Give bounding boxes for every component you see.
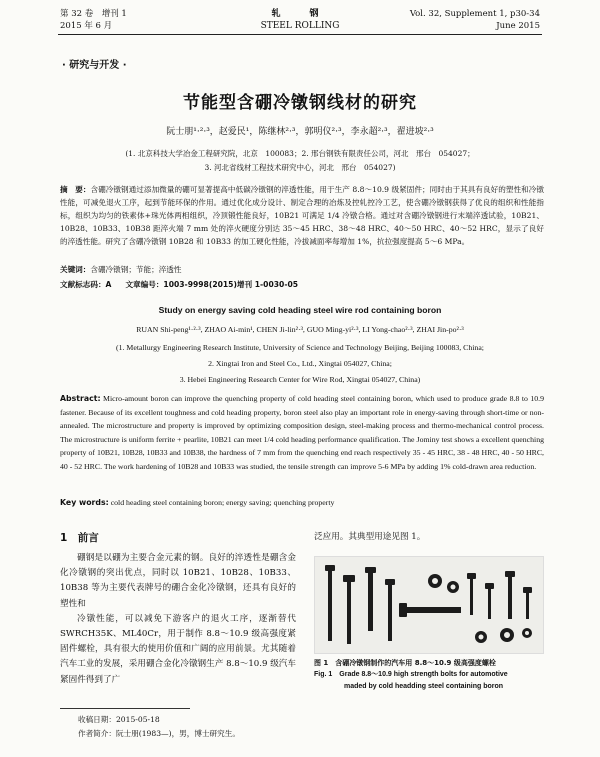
paragraph: 硼钢是以硼为主要合金元素的钢。良好的淬透性是硼含金化冷镦钢的突出优点，同时以 10B21、10B28、10B33、10B38 等为主要代表牌号的硼合金化冷镦钢，还具有良好的塑性和 (60, 553, 296, 609)
section-body (60, 551, 296, 688)
title-en: Study on energy saving cold heading steel wire rod containing boron (158, 305, 442, 315)
bolts-illustration (315, 557, 543, 653)
volume-en: Vol. 32, Supplement 1, p30-34 (409, 9, 540, 19)
affiliation-en-line: 2. Xingtai Iron and Steel Co., Ltd., Xingtai 054027, China; (208, 359, 392, 368)
keywords-cn-text: 含硼冷镦钢；节能；淬透性 (90, 265, 182, 274)
continued-text: 泛应用。其典型用途见图 1。 (314, 532, 426, 542)
paragraph: 冷镦性能，可以减免下游客户的退火工序，逐渐替代 SWRCH35K、ML40Cr，用于制作 8.8～10.9 级高强度紧固件螺栓，具有很大的使用价值和广阔的应用前景。尤其随着汽车工业的发展，采用硼合金化冷镦钢生产 8.8～10.9 级汽车紧固件得到了广 (60, 613, 296, 685)
header-right (410, 8, 540, 32)
affiliation-en-line: 3. Hebei Engineering Research Center for Wire Rod, Xingtai 054027, China) (179, 375, 421, 384)
affiliation-en-line: (1. Metallurgy Engineering Research Institute, University of Science and Technology Beijing, Beijing 100083, China; (116, 343, 484, 352)
meta-cn (60, 279, 312, 290)
figure-caption (314, 657, 542, 693)
keywords-cn-label: 关键词： (60, 265, 91, 274)
section-tag: · 研究与开发 · (62, 60, 127, 71)
volume-cn: 第 32 卷 增刊 1 (60, 9, 127, 19)
affiliations-cn (0, 147, 600, 175)
clc-code: 文献标志码：A (60, 280, 112, 289)
authors-cn: 阮士朋¹·²·³，赵爱民¹，陈继林²·³，郭明仪²·³，李永超²·³，翟进坡²·³ (166, 127, 434, 137)
abstract-en-label: Abstract: (60, 394, 101, 403)
footnote (78, 713, 240, 741)
keywords-cn (60, 264, 182, 275)
figure-bolts-image (314, 556, 544, 654)
section-heading: 1 前言 (60, 532, 99, 544)
figure-caption-en-cont: maded by cold headding steel containing boron (344, 683, 504, 690)
abstract-en-text: Micro-amount boron can improve the quenching property of cold heading steel containing boron, which used to produce grade 8.8 to 10.9 fastener. Because of its excellent toughness and cold heading property, boron steel also play an important role in energy-saving through short-time or non-annealed. The microstructure and property is improved by optimizing composition design, steel-making process and thermo-mechanical control process. The microstructure is uniform ferrite + pearlite, 10B21 can meet 1/4 cold heading performance qualification. The Jominy test shows a excellent quenching property of 10B21, 10B28, 10B33 and 10B38, the hardness of 7 mm from the quenching end reach respectively 35 - 45 HRC, 38 - 48 HRC, 40 - 50 HRC, 40 - 52 HRC. The work hardening of 10B28 and 10B33 was studied, the tensile strength can improve 5-6 MPa by adding 1% cold-drawn area reduction. (60, 394, 544, 471)
abstract-cn-label: 摘 要： (60, 185, 91, 194)
authors-en: RUAN Shi-peng¹·²·³, ZHAO Ai-min¹, CHEN Ji-lin²·³, GUO Ming-yi²·³, LI Yong-chao²·³, ZHAI Jin-po²·³ (136, 325, 464, 334)
title-cn: 节能型含硼冷镦钢线材的研究 (183, 93, 417, 113)
body-left-column (60, 530, 296, 688)
abstract-en (60, 392, 544, 474)
date-en: June 2015 (496, 21, 540, 31)
journal-name-en: STEEL ROLLING (260, 21, 340, 31)
affiliations-en (0, 340, 600, 388)
article-number: 文章编号：1003-9998(2015)增刊 1-0030-05 (125, 280, 299, 289)
abstract-cn-text: 含硼冷镦钢通过添加微量的硼可显著提高中低碳冷镦钢的淬透性能，用于生产 8.8～10.9 级紧固件；同时由于其具有良好的塑性和冷镦性能，可减免退火工序，起到节能环保的作用。通过优化成分设计、制定合理的冶炼及控轧控冷工艺，使含硼冷镦钢获得了优良的组织和性能指标，组织为均匀的铁素体+珠光体两相组织，冷顶锻性能良好，10B21 可满足 1/4 冷镦合格。通过对含硼冷镦钢进行末端淬透试验，10B21、10B28、10B33、10B38 距淬火端 7 mm 处的淬火硬度分别达 35～45 HRC、38～48 HRC、40～50 HRC、40～52 HRC，显示了良好的淬透性能。研究了含硼冷镦钢 10B28 和 10B33 的加工硬化性能，冷拔减面率每增加 1%，抗拉强度提高 5～6 MPa。 (60, 185, 545, 246)
figure-caption-cn: 图 1 含硼冷镦钢制作的汽车用 8.8～10.9 级高强度螺栓 (314, 659, 496, 667)
keywords-en (60, 498, 334, 507)
affiliation-cn-line: 3. 河北省线材工程技术研究中心，河北 邢台 054027) (204, 163, 396, 172)
abstract-cn (60, 183, 544, 248)
figure-caption-en: Fig. 1 Grade 8.8～10.9 high strength bolts for automotive (314, 671, 508, 678)
keywords-en-label: Key words: (60, 498, 109, 507)
date-cn: 2015 年 6 月 (60, 21, 113, 31)
header-rule (58, 34, 542, 35)
author-bio: 作者简介：阮士朋(1983—)，男，博士研究生。 (78, 729, 240, 738)
keywords-en-text: cold heading steel containing boron; energy saving; quenching property (110, 498, 335, 507)
received-date: 收稿日期：2015-05-18 (78, 715, 160, 724)
body-right-column (314, 530, 542, 545)
affiliation-cn-line: (1. 北京科技大学冶金工程研究院，北京 100083；2. 邢台钢铁有限责任公司，河北 邢台 054027； (125, 149, 475, 158)
journal-name-cn: 轧 钢 (271, 9, 329, 19)
footnote-rule (60, 708, 190, 709)
